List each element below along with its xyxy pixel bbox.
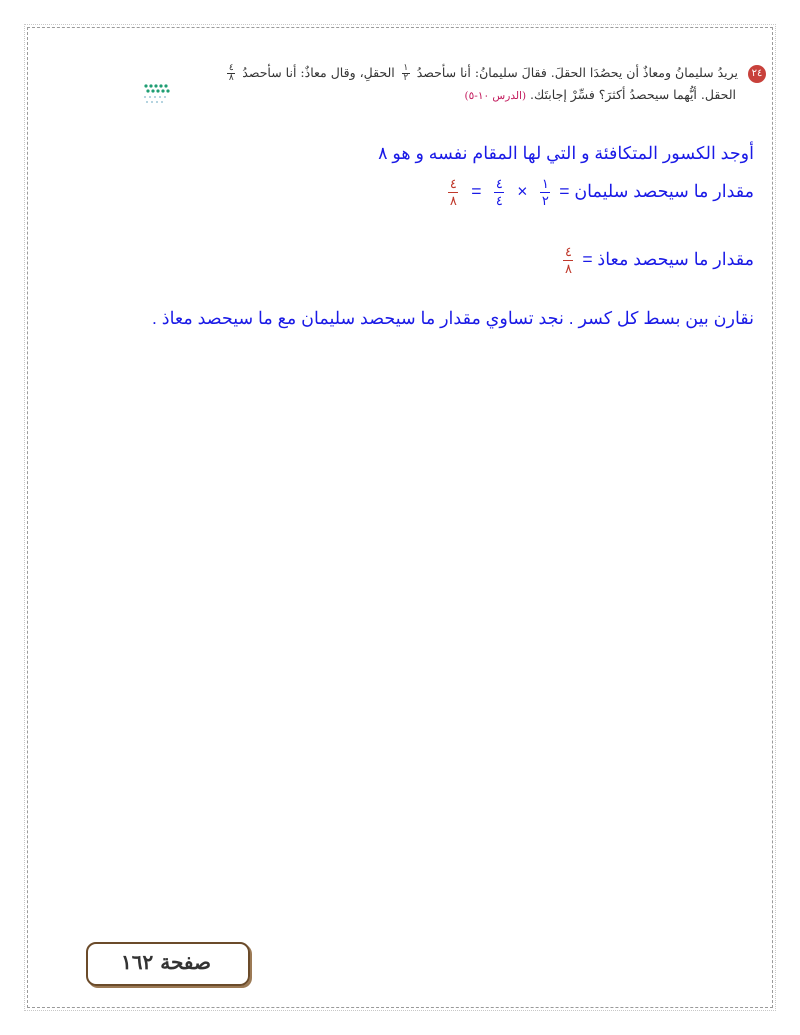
problem-number-badge: ٢٤ bbox=[748, 65, 766, 83]
fraction-denominator: ٨ bbox=[564, 261, 572, 276]
equals-sign: = bbox=[471, 181, 482, 202]
problem-text-c: الحقل. أيُّهما سيحصدُ أكثرَ؟ فسِّرْ إجابتَك. bbox=[530, 87, 736, 102]
fraction-denominator: ٢ bbox=[403, 73, 409, 83]
fraction-four-fourths bbox=[494, 177, 504, 208]
fraction-numerator: ٤ bbox=[449, 176, 457, 191]
fraction-four-eighths bbox=[563, 245, 573, 276]
fraction-numerator: ١ bbox=[403, 63, 409, 73]
times-sign: × bbox=[517, 181, 528, 202]
problem-fraction-half bbox=[402, 64, 410, 83]
solution-line-2 bbox=[444, 177, 754, 208]
suleiman-amount-label: مقدار ما سيحصد سليمان = bbox=[559, 181, 754, 202]
fraction-denominator: ٢ bbox=[541, 193, 549, 208]
fraction-one-half bbox=[540, 177, 550, 208]
muadh-amount-label: مقدار ما سيحصد معاذ = bbox=[582, 249, 754, 270]
problem-text-b: الحقلِ، وقال معاذٌ: أنا سأحصدُ bbox=[242, 65, 395, 80]
fraction-numerator: ١ bbox=[541, 176, 549, 191]
solution-line-1 bbox=[378, 143, 754, 164]
fraction-numerator: ٤ bbox=[228, 63, 234, 73]
solution-line-3 bbox=[559, 245, 754, 276]
ministry-logo-icon bbox=[140, 76, 200, 116]
fraction-numerator: ٤ bbox=[564, 244, 572, 259]
fraction-denominator: ٨ bbox=[228, 73, 234, 83]
solution-line-4 bbox=[152, 308, 754, 329]
page-number: صفحة ١٦٢ bbox=[121, 950, 211, 974]
fraction-four-eighths bbox=[448, 177, 458, 208]
problem-fraction-four-eighths bbox=[227, 64, 235, 83]
fraction-numerator: ٤ bbox=[495, 176, 503, 191]
equivalent-fractions-instruction: أوجد الكسور المتكافئة و التي لها المقام نفسه و هو ٨ bbox=[378, 143, 754, 163]
page-border bbox=[27, 27, 773, 1008]
problem-text-a: يريدُ سليمانُ ومعاذٌ أن يحصُدَا الحقلَ. فقالَ سليمانُ: أنا سأحصدُ bbox=[416, 65, 739, 80]
comparison-conclusion: نقارن بين بسط كل كسر . نجد تساوي مقدار ما سيحصد سليمان مع ما سيحصد معاذ . bbox=[152, 308, 754, 328]
fraction-denominator: ٤ bbox=[495, 193, 503, 208]
lesson-reference: (الدرس ١٠-٥) bbox=[464, 90, 527, 102]
fraction-denominator: ٨ bbox=[449, 193, 457, 208]
